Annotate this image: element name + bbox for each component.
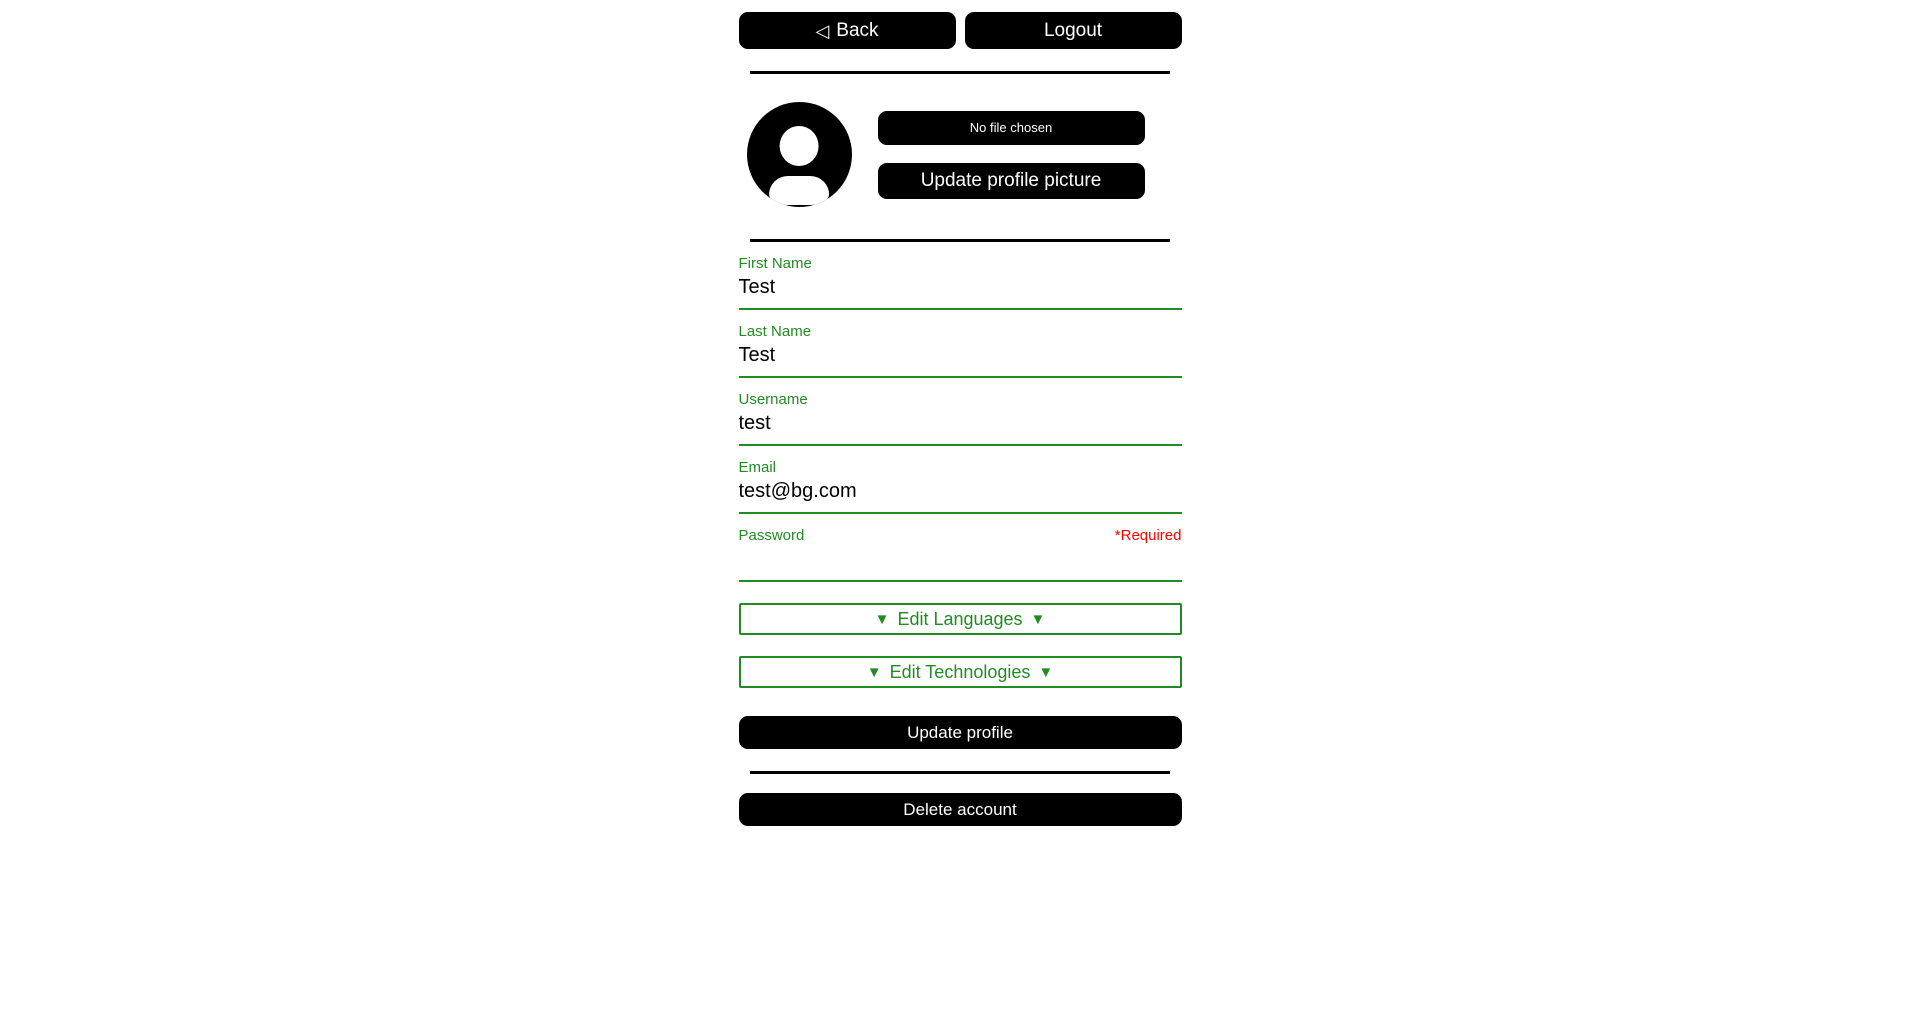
back-button-label: Back <box>836 19 879 41</box>
logout-button-label: Logout <box>1043 19 1103 41</box>
first-name-label: First Name <box>738 255 812 272</box>
update-picture-button[interactable] <box>878 163 1145 199</box>
back-triangle-icon: ◁ <box>815 20 830 41</box>
email-field-group <box>739 458 1182 514</box>
back-button[interactable] <box>739 12 956 49</box>
username-field-group <box>739 390 1182 446</box>
edit-technologies-label: Edit Technologies <box>889 661 1031 682</box>
update-profile-label: Update profile <box>907 722 1013 742</box>
delete-account-label: Delete account <box>903 799 1017 819</box>
first-name-field-group <box>739 254 1182 310</box>
first-name-input[interactable] <box>739 273 1182 310</box>
password-input[interactable] <box>739 545 1182 582</box>
profile-edit-page <box>739 12 1182 826</box>
file-input-button[interactable] <box>878 111 1145 145</box>
avatar-torso-shape <box>769 176 829 205</box>
email-input[interactable] <box>739 477 1182 514</box>
bottom-divider <box>750 771 1171 774</box>
update-profile-button[interactable] <box>739 716 1182 749</box>
delete-account-button[interactable] <box>739 793 1182 826</box>
last-name-input[interactable] <box>739 341 1182 378</box>
form-divider <box>750 239 1171 242</box>
chevron-down-icon: ▼ <box>1038 663 1054 681</box>
profile-picture-section <box>739 102 1182 207</box>
chevron-down-icon: ▼ <box>1030 610 1046 628</box>
username-label: Username <box>738 391 808 408</box>
required-badge: *Required <box>1114 527 1182 544</box>
password-field-group <box>739 526 1182 582</box>
edit-technologies-button[interactable] <box>739 656 1182 688</box>
top-button-bar <box>739 12 1182 49</box>
last-name-label: Last Name <box>738 323 812 340</box>
avatar-head-shape <box>780 126 819 166</box>
file-input-label: No file chosen <box>969 120 1053 135</box>
last-name-field-group <box>739 322 1182 378</box>
picture-buttons-column <box>878 111 1145 199</box>
password-label: Password <box>738 527 805 544</box>
password-label-row <box>739 526 1182 545</box>
chevron-down-icon: ▼ <box>874 610 890 628</box>
edit-languages-label: Edit Languages <box>897 608 1023 629</box>
email-label: Email <box>738 459 777 476</box>
chevron-down-icon: ▼ <box>866 663 882 681</box>
logout-button[interactable] <box>965 12 1182 49</box>
edit-languages-button[interactable] <box>739 603 1182 635</box>
profile-form <box>739 239 1182 749</box>
username-input[interactable] <box>739 409 1182 446</box>
top-divider <box>750 71 1171 74</box>
user-avatar-icon <box>747 102 852 207</box>
update-picture-label: Update profile picture <box>920 169 1102 191</box>
